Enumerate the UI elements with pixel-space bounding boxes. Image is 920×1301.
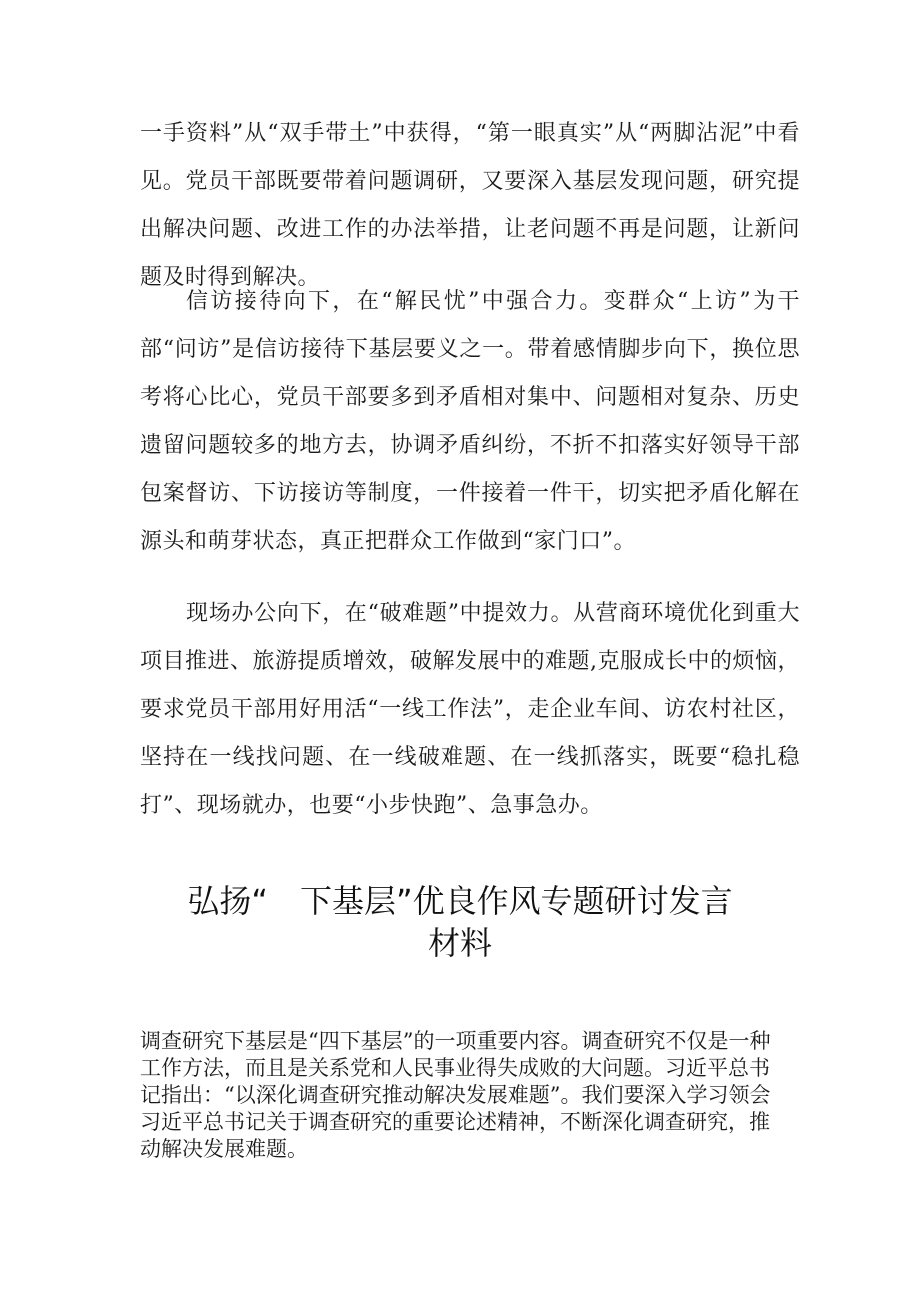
section-intro-paragraph: 调查研究下基层是“四下基层”的一项重要内容。调查研究不仅是一种工作方法，而且是关系党和人民事业得失成败的大问题。习近平总书记指出：“以深化调查研究推动解决发展难题”。我们要深入学习领会习近平总书记关于调查研究的重要论述精神，不断深化调查研究，推动解决发展难题。 — [140, 1029, 771, 1161]
paragraph-first-hand-info: 一手资料”从“双手带土”中获得，“第一眼真实”从“两脚沾泥”中看见。党员干部既要带着问题调研，又要深入基层发现问题，研究提出解决问题、改进工作的办法举措，让老问题不再是问题，让新问题及时得到解决。 — [140, 121, 800, 290]
paragraph-onsite-office: 现场办公向下，在“破难题”中提效力。从营商环境优化到重大项目推进、旅游提质增效，破解发展中的难题,克服成长中的烦恼，要求党员干部用好用活“一线工作法”，走企业车间、访农村社区，坚持在一线找问题、在一线破难题、在一线抓落实，既要“稳扎稳打”、现场就办，也要“小步快跑”、急事急办。 — [140, 601, 800, 818]
section-title: 弘扬“ 下基层”优良作风专题研讨发言 材料 — [187, 882, 733, 962]
paragraph-petition-reception: 信访接待向下，在“解民忧”中强合力。变群众“上访”为干部“问访”是信访接待下基层要义之一。带着感情脚步向下，换位思考将心比心，党员干部要多到矛盾相对集中、问题相对复杂、历史遗留问题较多的地方去，协调矛盾纠纷，不折不扣落实好领导干部包案督访、下访接访等制度，一件接着一件干，切实把矛盾化解在源头和萌芽状态，真正把群众工作做到“家门口”。 — [140, 289, 800, 554]
